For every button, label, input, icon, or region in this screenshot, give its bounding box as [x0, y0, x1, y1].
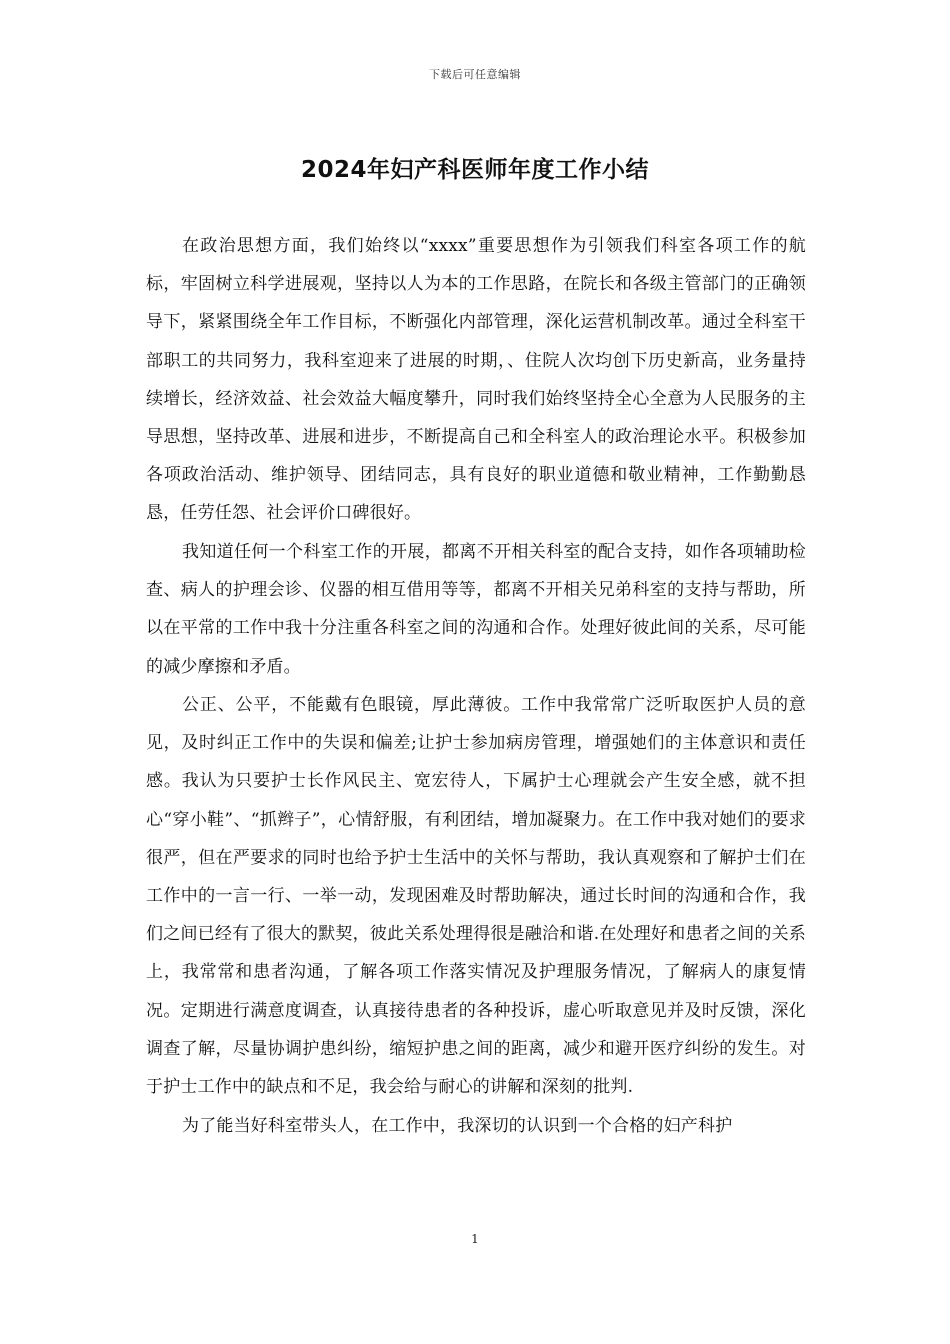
page-number: 1	[471, 1232, 479, 1246]
header-note: 下载后可任意编辑	[429, 68, 521, 81]
paragraph-fairness-management: 公正、公平，不能戴有色眼镜，厚此薄彼。工作中我常常广泛听取医护人员的意见，及时纠正工作中的失误和偏差;让护士参加病房管理，增强她们的主体意识和责任感。我认为只要护士长作风民主、宽宏待人，下属护士心理就会产生安全感，就不担心“穿小鞋”、“抓辫子”，心情舒服，有利团结，增加凝聚力。在工作中我对她们的要求很严，但在严要求的同时也给予护士生活中的关怀与帮助，我认真观察和了解护士们在工作中的一言一行、一举一动，发现困难及时帮助解决，通过长时间的沟通和合作，我们之间已经有了很大的默契，彼此关系处理得很是融洽和谐.在处理好和患者之间的关系上，我常常和患者沟通，了解各项工作落实情况及护理服务情况，了解病人的康复情况。定期进行满意度调查，认真接待患者的各种投诉，虚心听取意见并及时反馈，深化调查了解，尽量协调护患纠纷，缩短护患之间的距离，减少和避开医疗纠纷的发生。对于护士工作中的缺点和不足，我会给与耐心的讲解和深刻的批判.	[146, 695, 806, 1098]
document-title: 2024年妇产科医师年度工作小结	[300, 157, 649, 183]
paragraph-department-cooperation: 我知道任何一个科室工作的开展，都离不开相关科室的配合支持，如作各项辅助检查、病人的护理会诊、仪器的相互借用等等，都离不开相关兄弟科室的支持与帮助，所以在平常的工作中我十分注重各科室之间的沟通和合作。处理好彼此间的关系，尽可能的减少摩擦和矛盾。	[146, 541, 806, 677]
document-body	[146, 227, 806, 1145]
paragraph-department-leader: 为了能当好科室带头人，在工作中，我深切的认识到一个合格的妇产科护	[182, 1115, 733, 1136]
paragraph-political-thought: 在政治思想方面，我们始终以“xxxx”重要思想作为引领我们科室各项工作的航标，牢固树立科学进展观，坚持以人为本的工作思路，在院长和各级主管部门的正确领导下，紧紧围绕全年工作目标，不断强化内部管理，深化运营机制改革。通过全科室干部职工的共同努力，我科室迎来了进展的时期，、住院人次均创下历史新高，业务量持续增长，经济效益、社会效益大幅度攀升，同时我们始终坚持全心全意为人民服务的主导思想，坚持改革、进展和进步，不断提高自己和全科室人的政治理论水平。积极参加各项政治活动、维护领导、团结同志，具有良好的职业道德和敬业精神，工作勤勤恳恳，任劳任怨、社会评价口碑很好。	[146, 236, 806, 524]
